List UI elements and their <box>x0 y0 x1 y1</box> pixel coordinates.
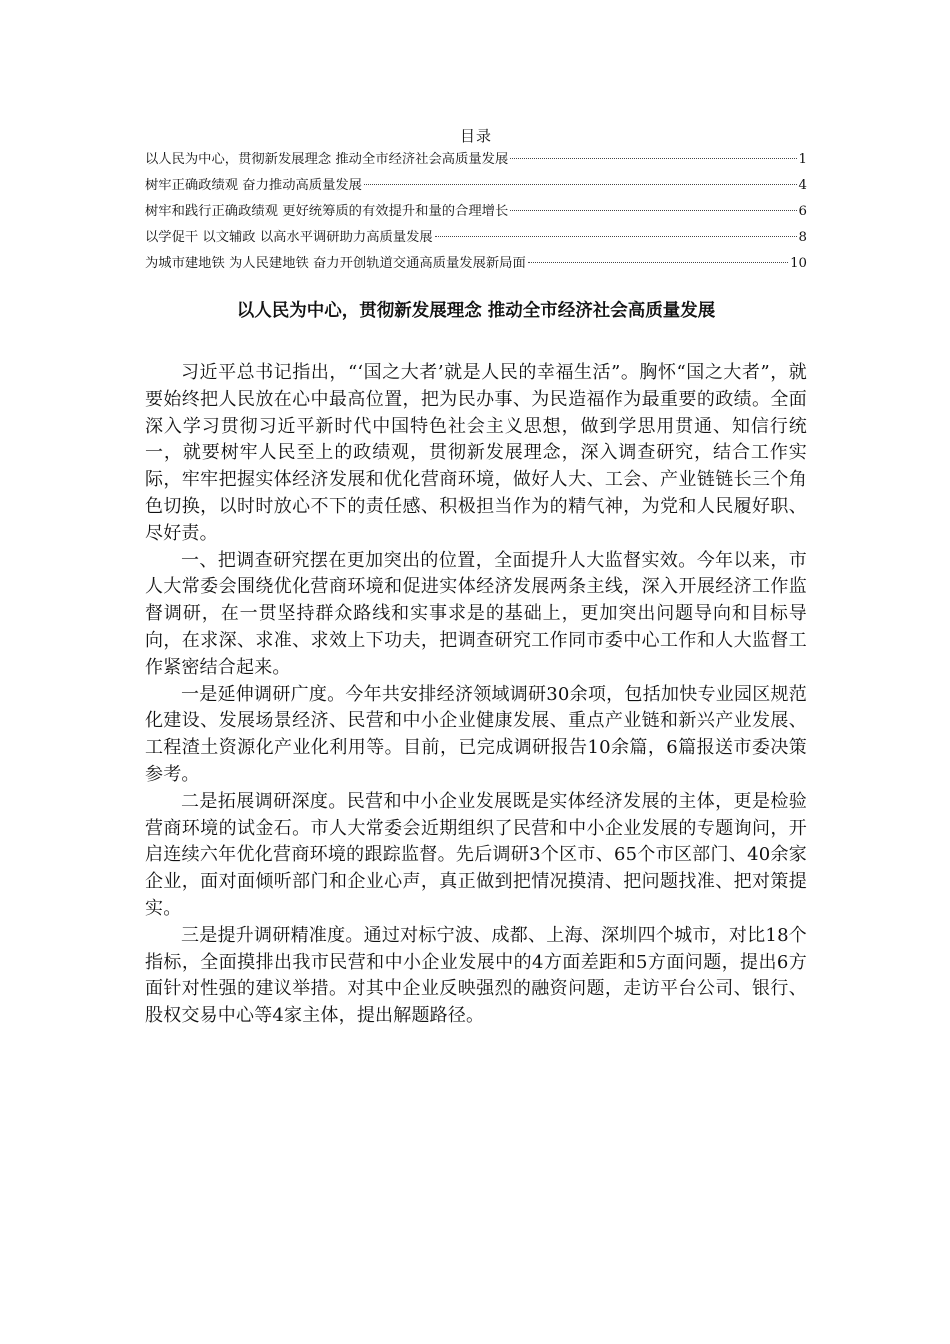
toc-entry[interactable] <box>145 151 807 177</box>
article-paragraph: 三是提升调研精准度。通过对标宁波、成都、上海、深圳四个城市，对比18个指标，全面摸排出我市民营和中小企业发展中的4方面差距和5方面问题，提出6方面针对性强的建议举措。对其中企业反映强烈的融资问题，走访平台公司、银行、股权交易中心等4家主体，提出解题路径。 <box>145 924 807 1027</box>
toc-entry-title: 为城市建地铁 为人民建地铁 奋力开创轨道交通高质量发展新局面 <box>145 256 526 271</box>
article-title: 以人民为中心，贯彻新发展理念 推动全市经济社会高质量发展 <box>236 301 716 321</box>
toc-entry-title: 树牢正确政绩观 奋力推动高质量发展 <box>145 178 362 193</box>
toc-entry[interactable] <box>145 177 807 203</box>
toc-entry-page: 8 <box>798 230 807 245</box>
article-paragraph: 一、把调查研究摆在更加突出的位置，全面提升人大监督实效。今年以来，市人大常委会围绕优化营商环境和促进实体经济发展两条主线，深入开展经济工作监督调研，在一贯坚持群众路线和实事求是的基础上，更加突出问题导向和目标导向，在求深、求准、求效上下功夫，把调查研究工作同市委中心工作和人大监督工作紧密结合起来。 <box>145 549 807 678</box>
toc-entry-page: 1 <box>798 152 807 167</box>
toc-entry-page: 6 <box>798 204 807 219</box>
article-paragraph: 习近平总书记指出，“‘国之大者’就是人民的幸福生活”。胸怀“国之大者”，就要始终把人民放在心中最高位置，把为民办事、为民造福作为最重要的政绩。全面深入学习贯彻习近平新时代中国特色社会主义思想，做到学思用贯通、知信行统一，就要树牢人民至上的政绩观，贯彻新发展理念，深入调查研究，结合工作实际，牢牢把握实体经济发展和优化营商环境，做好人大、工会、产业链链长三个角色切换，以时时放心不下的责任感、积极担当作为的精气神，为党和人民履好职、尽好责。 <box>145 362 807 544</box>
toc-entry[interactable] <box>145 229 807 255</box>
toc-entry-title: 以人民为中心，贯彻新发展理念 推动全市经济社会高质量发展 <box>145 152 509 167</box>
toc-dot-leader <box>510 158 796 159</box>
toc-entry-page: 10 <box>790 256 807 271</box>
toc-title: 目录 <box>459 127 492 145</box>
article-body <box>145 296 807 1030</box>
toc-entry[interactable] <box>145 203 807 229</box>
toc-entry-page: 4 <box>798 178 807 193</box>
toc-dot-leader <box>528 262 788 263</box>
toc-dot-leader <box>435 236 797 237</box>
toc-entry-title: 树牢和践行正确政绩观 更好统筹质的有效提升和量的合理增长 <box>145 204 509 219</box>
article-paragraph: 一是延伸调研广度。今年共安排经济领域调研30余项，包括加快专业园区规范化建设、发展场景经济、民营和中小企业健康发展、重点产业链和新兴产业发展、工程渣土资源化产业化利用等。目前，已完成调研报告10余篇，6篇报送市委决策参考。 <box>145 683 807 785</box>
toc-list <box>145 151 807 281</box>
article-paragraph: 二是拓展调研深度。民营和中小企业发展既是实体经济发展的主体，更是检验营商环境的试金石。市人大常委会近期组织了民营和中小企业发展的专题询问，开启连续六年优化营商环境的跟踪监督。先后调研3个区市、65个市区部门、40余家企业，面对面倾听部门和企业心声，真正做到把情况摸清、把问题找准、把对策提实。 <box>145 790 807 919</box>
toc-dot-leader <box>510 210 796 211</box>
toc-entry-title: 以学促干 以文辅政 以高水平调研助力高质量发展 <box>145 230 433 245</box>
table-of-contents <box>145 126 807 281</box>
toc-dot-leader <box>364 184 797 185</box>
toc-entry[interactable] <box>145 255 807 281</box>
